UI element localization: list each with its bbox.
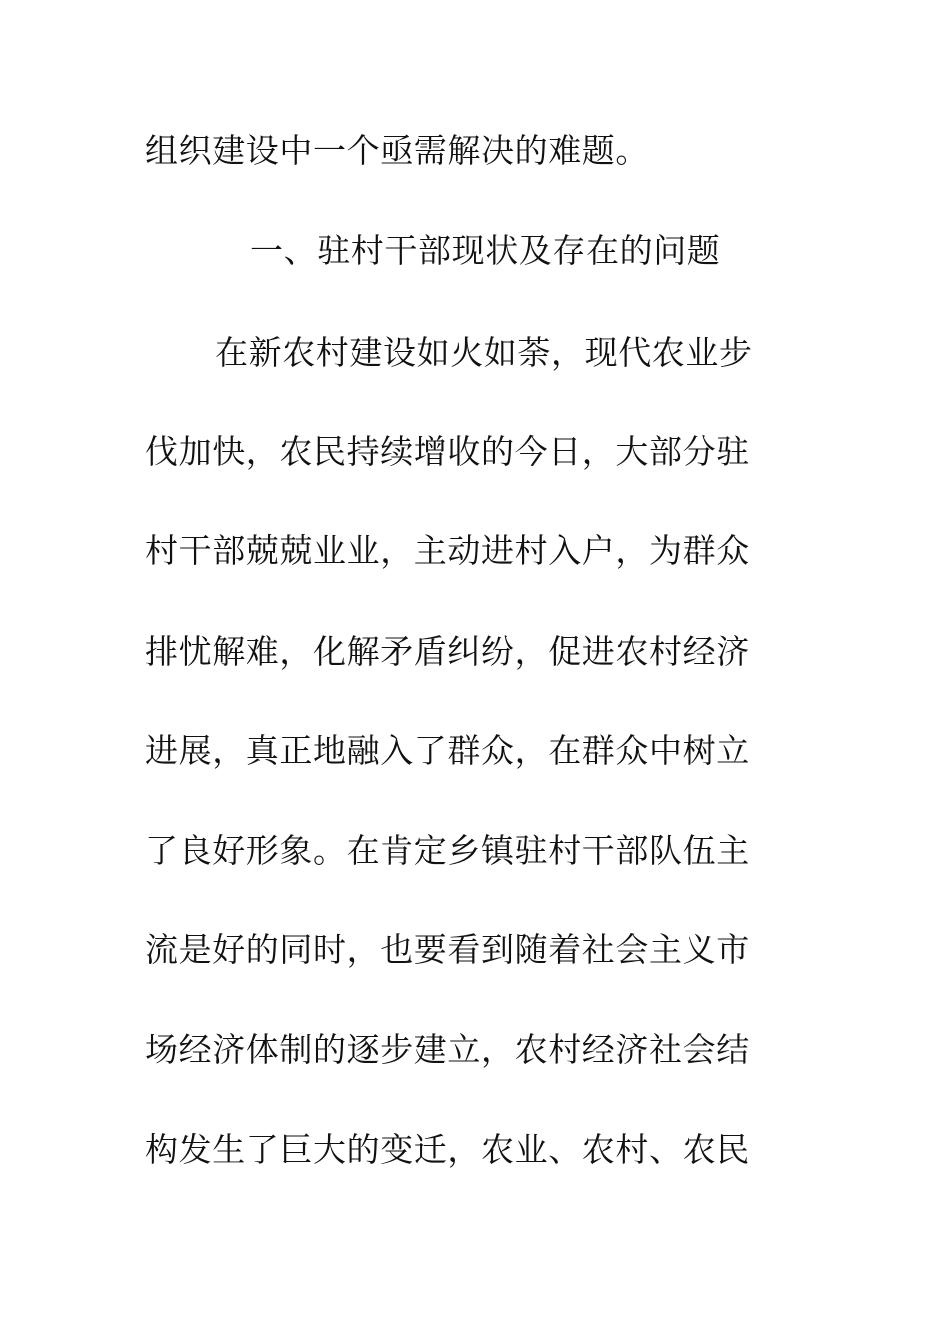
paragraph-line-3: 伐加快，农民持续增收的今日，大部分驻 (145, 432, 750, 471)
paragraph-line-10: 构发生了巨大的变迁，农业、农村、农民 (145, 1130, 750, 1169)
paragraph-line-7: 了良好形象。在肯定乡镇驻村干部队伍主 (145, 831, 750, 870)
paragraph-line-8: 流是好的同时，也要看到随着社会主义市 (145, 930, 750, 969)
paragraph-line-4: 村干部兢兢业业，主动进村入户，为群众 (145, 531, 750, 570)
section-heading: 一、驻村干部现状及存在的问题 (250, 231, 721, 270)
paragraph-line-5: 排忧解难，化解矛盾纠纷，促进农村经济 (145, 632, 750, 671)
paragraph-line-1: 组织建设中一个亟需解决的难题。 (145, 131, 649, 170)
paragraph-line-9: 场经济体制的逐步建立，农村经济社会结 (145, 1030, 750, 1069)
paragraph-line-2: 在新农村建设如火如荼，现代农业步 (215, 333, 753, 372)
paragraph-line-6: 进展，真正地融入了群众，在群众中树立 (145, 731, 750, 770)
